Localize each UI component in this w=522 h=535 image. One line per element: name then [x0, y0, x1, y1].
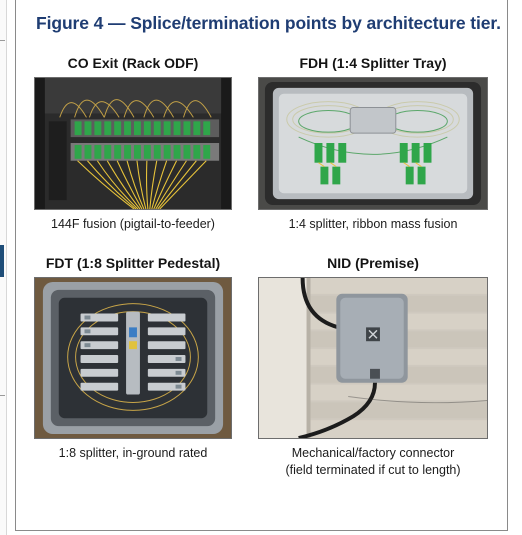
panel-caption: 144F fusion (pigtail-to-feeder) — [51, 217, 215, 231]
caption-line-1: Mechanical/factory connector — [291, 446, 455, 460]
panel-caption: 1:8 splitter, in-ground rated — [58, 446, 208, 460]
left-margin-strip — [0, 0, 7, 535]
caption-line-2: (field terminated if cut to length) — [285, 463, 461, 477]
splitter-tray-photo — [258, 77, 488, 210]
panel-title: CO Exit (Rack ODF) — [67, 55, 199, 71]
panel-caption: 1:4 splitter, ribbon mass fusion — [288, 217, 458, 231]
splitter-pedestal-photo — [34, 277, 232, 439]
panel-title: NID (Premise) — [327, 255, 419, 271]
nid-enclosure-photo — [258, 277, 488, 439]
section-marker — [0, 245, 4, 277]
rack-odf-photo — [34, 77, 232, 210]
figure-title: Figure 4 — Splice/termination points by architecture tier. — [36, 13, 501, 33]
panel-title: FDT (1:8 Splitter Pedestal) — [45, 255, 221, 271]
panel-caption — [248, 445, 498, 479]
panel-title: FDH (1:4 Splitter Tray) — [299, 55, 447, 71]
